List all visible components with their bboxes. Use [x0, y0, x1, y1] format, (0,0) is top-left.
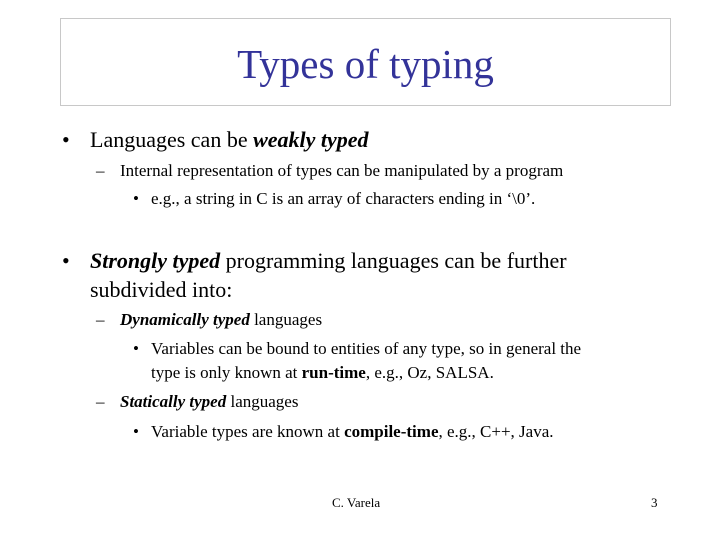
bullet-1-1-1-marker: • — [133, 189, 139, 208]
bullet-1-marker: • — [62, 127, 70, 152]
bullet-1-prefix: Languages can be — [90, 127, 254, 152]
bullet-2-1-1-line-2 — [151, 363, 494, 383]
bullet-2-2-1-prefix: Variable types are known at — [151, 422, 345, 441]
bullet-2-line-1 — [90, 248, 567, 274]
footer-author: C. Varela — [332, 495, 381, 510]
bullet-2-1-1-line-1: Variables can be bound to entities of any type, so in general the — [151, 339, 582, 358]
bullet-2-2-emphasis: Statically typed — [120, 392, 227, 411]
bullet-2-line-1-rest: programming languages can be further — [220, 248, 567, 273]
bullet-2-1-emphasis: Dynamically typed — [120, 310, 250, 329]
bullet-1-1-text: Internal representation of types can be manipulated by a program — [120, 161, 564, 180]
bullet-2-2-1-bold: compile-time — [344, 422, 439, 441]
bullet-2-2-marker: – — [96, 392, 105, 411]
bullet-2-marker: • — [62, 248, 70, 273]
bullet-1-1-1-text: e.g., a string in C is an array of characters ending in ‘\0’. — [151, 189, 536, 208]
bullet-2-2-1-text — [151, 422, 554, 442]
title-box — [60, 18, 671, 106]
page-number: 3 — [651, 495, 658, 510]
bullet-1-text — [90, 127, 369, 153]
bullet-2-1-text — [120, 310, 322, 330]
bullet-2-1-1-marker: • — [133, 339, 139, 358]
bullet-2-emphasis: Strongly typed — [90, 248, 221, 273]
bullet-1-1-marker: – — [96, 161, 105, 180]
bullet-2-2-1-marker: • — [133, 422, 139, 441]
bullet-2-2-1-suffix: , e.g., C++, Java. — [438, 422, 554, 441]
bullet-2-1-1-prefix: type is only known at — [151, 363, 302, 382]
bullet-2-2-text — [120, 392, 298, 412]
bullet-2-1-rest: languages — [249, 310, 323, 329]
bullet-2-1-1-bold: run-time — [301, 363, 366, 382]
bullet-2-2-rest: languages — [226, 392, 299, 411]
bullet-2-1-marker: – — [96, 310, 105, 329]
slide-title: Types of typing — [237, 41, 494, 87]
bullet-1-emphasis: weakly typed — [253, 127, 369, 152]
bullet-2-1-1-suffix: , e.g., Oz, SALSA. — [365, 363, 494, 382]
bullet-2-line-2: subdivided into: — [90, 277, 233, 302]
